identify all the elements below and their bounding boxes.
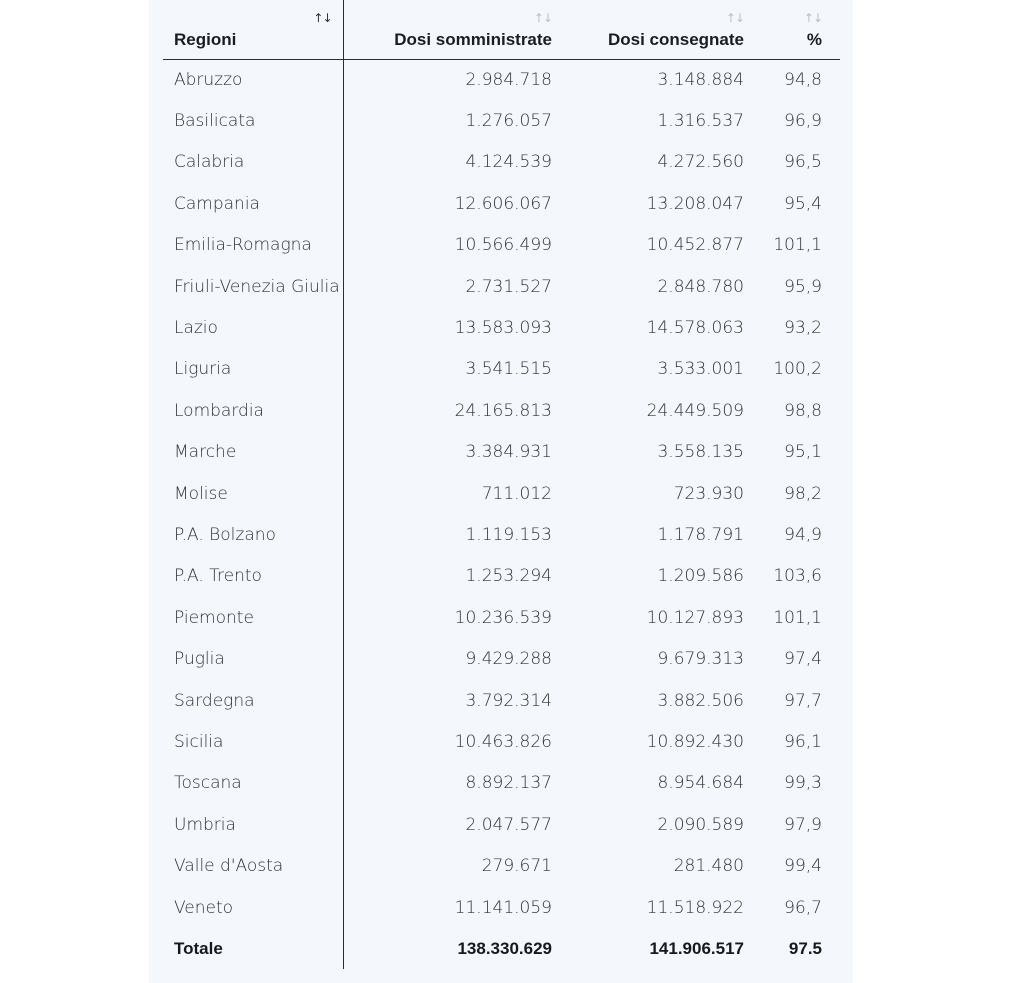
cell-percent: 103,6 — [773, 566, 822, 587]
cell-region: P.A. Bolzano — [163, 514, 343, 555]
cell-delivered: 3.533.001 — [657, 359, 744, 380]
cell-administered: 10.463.826 — [454, 731, 552, 752]
table-row — [163, 473, 840, 514]
cell-region: Lazio — [163, 307, 343, 348]
table-row — [163, 349, 840, 390]
cell-percent: 101,1 — [773, 235, 822, 256]
cell-delivered: 11.518.922 — [646, 897, 744, 918]
cell-percent: 98,2 — [784, 483, 822, 504]
cell-administered: 10.236.539 — [454, 607, 552, 628]
cell-region: Molise — [163, 473, 343, 514]
cell-administered: 279.671 — [481, 856, 552, 877]
cell-region: Puglia — [163, 638, 343, 679]
sort-arrows-icon[interactable]: ↑↓ — [803, 11, 822, 25]
column-header-label: Regioni — [174, 29, 237, 49]
cell-administered: 711.012 — [481, 483, 552, 504]
table-row — [163, 100, 840, 141]
cell-administered: 10.566.499 — [454, 235, 552, 256]
cell-administered: 2.984.718 — [465, 69, 552, 90]
cell-region: Friuli-Venezia Giulia — [163, 266, 343, 307]
cell-percent: 94,9 — [784, 524, 822, 545]
sort-arrows-icon[interactable]: ↑↓ — [725, 11, 744, 25]
cell-delivered: 281.480 — [673, 856, 744, 877]
cell-percent: 95,1 — [784, 442, 822, 463]
total-delivered: 141.906.517 — [649, 938, 744, 958]
table-row — [163, 390, 840, 431]
cell-region: Liguria — [163, 349, 343, 390]
table-row — [163, 804, 840, 845]
cell-percent: 96,1 — [784, 731, 822, 752]
cell-region: Sicilia — [163, 721, 343, 762]
cell-percent: 101,1 — [773, 607, 822, 628]
cell-administered: 12.606.067 — [454, 193, 552, 214]
cell-administered: 11.141.059 — [454, 897, 552, 918]
table-row — [163, 142, 840, 183]
cell-region: Abruzzo — [163, 59, 343, 100]
cell-percent: 97,9 — [784, 814, 822, 835]
cell-percent: 96,5 — [784, 152, 822, 173]
table-row — [163, 721, 840, 762]
column-header-percent[interactable] — [762, 0, 840, 59]
cell-delivered: 2.090.589 — [657, 814, 744, 835]
cell-administered: 3.792.314 — [465, 690, 552, 711]
cell-administered: 24.165.813 — [454, 400, 552, 421]
cell-region: Veneto — [163, 887, 343, 928]
cell-region: Emilia-Romagna — [163, 225, 343, 266]
cell-percent: 96,9 — [784, 111, 822, 132]
sort-arrows-icon[interactable]: ↑↓ — [313, 11, 332, 25]
cell-administered: 8.892.137 — [465, 773, 552, 794]
table-row — [163, 307, 840, 348]
cell-administered: 2.047.577 — [465, 814, 552, 835]
cell-region: Calabria — [163, 142, 343, 183]
cell-administered: 13.583.093 — [454, 318, 552, 339]
cell-delivered: 10.452.877 — [646, 235, 744, 256]
column-header-label: Dosi somministrate — [394, 29, 552, 49]
cell-delivered: 24.449.509 — [646, 400, 744, 421]
cell-administered: 2.731.527 — [465, 276, 552, 297]
table-row — [163, 59, 840, 100]
cell-administered: 3.541.515 — [465, 359, 552, 380]
cell-region: Toscana — [163, 763, 343, 804]
table-row — [163, 225, 840, 266]
cell-delivered: 4.272.560 — [657, 152, 744, 173]
cell-percent: 95,4 — [784, 193, 822, 214]
cell-delivered: 1.316.537 — [657, 111, 744, 132]
table-total-row — [163, 928, 840, 969]
cell-percent: 99,3 — [784, 773, 822, 794]
cell-administered: 4.124.539 — [465, 152, 552, 173]
cell-percent: 97,7 — [784, 690, 822, 711]
column-header-delivered[interactable] — [570, 0, 762, 59]
total-percent: 97.5 — [788, 938, 822, 958]
cell-delivered: 10.127.893 — [646, 607, 744, 628]
table-row — [163, 556, 840, 597]
cell-region: Sardegna — [163, 680, 343, 721]
cell-percent: 96,7 — [784, 897, 822, 918]
cell-delivered: 8.954.684 — [657, 773, 744, 794]
cell-delivered: 3.882.506 — [657, 690, 744, 711]
column-header-label: Dosi consegnate — [607, 29, 744, 49]
cell-delivered: 1.178.791 — [657, 524, 744, 545]
table-row — [163, 266, 840, 307]
table-row — [163, 432, 840, 473]
cell-percent: 95,9 — [784, 276, 822, 297]
table-body — [163, 59, 840, 928]
column-header-label: % — [806, 29, 822, 49]
column-header-region[interactable] — [163, 0, 343, 59]
cell-percent: 98,8 — [784, 400, 822, 421]
cell-percent: 100,2 — [773, 359, 822, 380]
cell-region: P.A. Trento — [163, 556, 343, 597]
cell-delivered: 3.558.135 — [657, 442, 744, 463]
table-row — [163, 638, 840, 679]
cell-region: Basilicata — [163, 100, 343, 141]
table-row — [163, 514, 840, 555]
vaccine-doses-table — [163, 0, 840, 969]
total-label: Totale — [163, 928, 343, 969]
cell-delivered: 9.679.313 — [657, 649, 744, 670]
cell-region: Valle d'Aosta — [163, 845, 343, 886]
cell-delivered: 10.892.430 — [646, 731, 744, 752]
cell-percent: 94,8 — [784, 69, 822, 90]
table-row — [163, 183, 840, 224]
cell-percent: 99,4 — [784, 856, 822, 877]
cell-administered: 9.429.288 — [465, 649, 552, 670]
cell-delivered: 14.578.063 — [646, 318, 744, 339]
cell-delivered: 723.930 — [673, 483, 744, 504]
cell-delivered: 13.208.047 — [646, 193, 744, 214]
cell-region: Piemonte — [163, 597, 343, 638]
cell-delivered: 1.209.586 — [657, 566, 744, 587]
total-administered: 138.330.629 — [457, 938, 552, 958]
cell-region: Lombardia — [163, 390, 343, 431]
cell-region: Umbria — [163, 804, 343, 845]
table-header-row — [163, 0, 840, 59]
table-row — [163, 597, 840, 638]
cell-percent: 97,4 — [784, 649, 822, 670]
column-header-administered[interactable] — [343, 0, 570, 59]
cell-region: Marche — [163, 432, 343, 473]
cell-administered: 1.119.153 — [465, 524, 552, 545]
cell-administered: 1.253.294 — [465, 566, 552, 587]
table-row — [163, 887, 840, 928]
cell-region: Campania — [163, 183, 343, 224]
table-row — [163, 680, 840, 721]
table-row — [163, 763, 840, 804]
cell-delivered: 3.148.884 — [657, 69, 744, 90]
cell-administered: 3.384.931 — [465, 442, 552, 463]
cell-administered: 1.276.057 — [465, 111, 552, 132]
table-row — [163, 845, 840, 886]
sort-arrows-icon[interactable]: ↑↓ — [533, 11, 552, 25]
cell-delivered: 2.848.780 — [657, 276, 744, 297]
cell-percent: 93,2 — [784, 318, 822, 339]
